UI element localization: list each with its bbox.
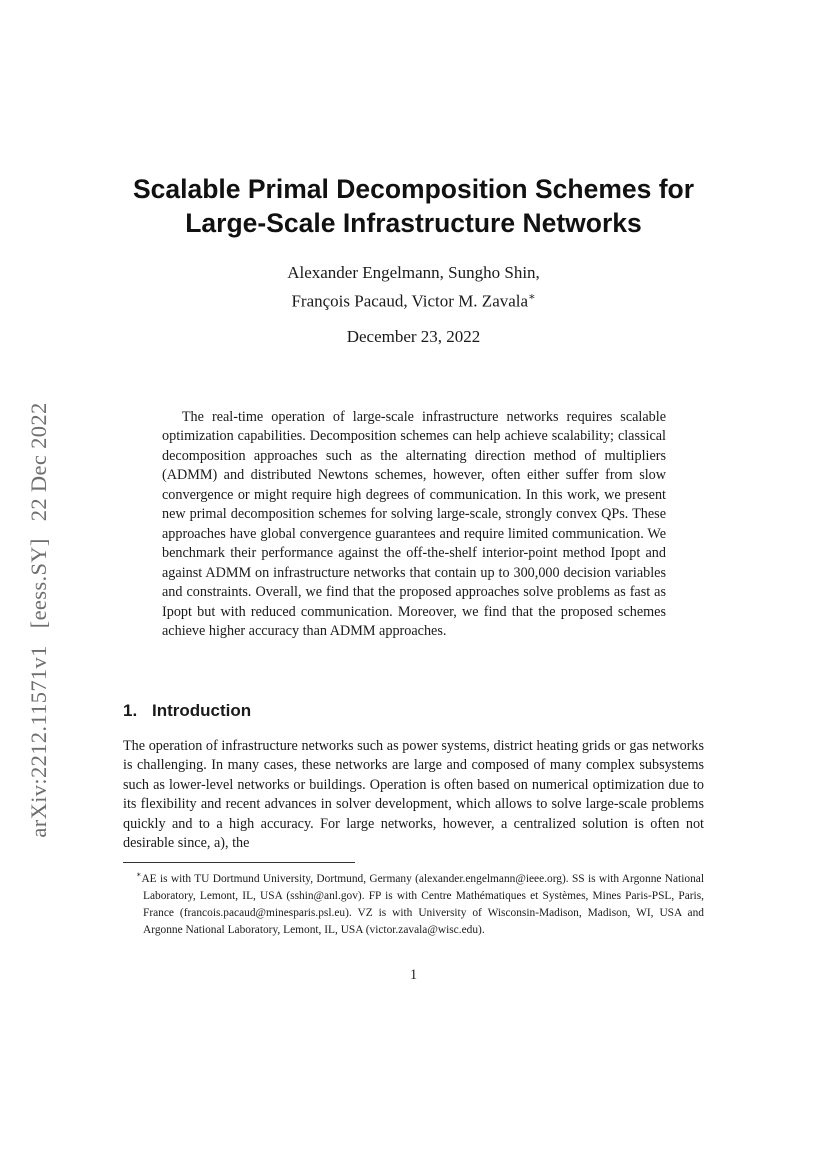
section-heading <box>123 700 251 722</box>
author-footnote-mark: ∗ <box>528 291 536 303</box>
arxiv-identifier: arXiv:2212.11571v1 <box>26 645 51 838</box>
footnote-text: AE is with TU Dortmund University, Dortmund, Germany (alexander.engelmann@ieee.org). SS is with Argonne National Laboratory, Lemont, IL, USA (sshin@anl.gov). FP is with Centre Mathématiques et Systèmes, Mines Paris-PSL, Paris, France (francois.pacaud@minesparis.psl.eu). VZ is with University of Wisconsin-Madison, Madison, WI, USA and Argonne National Laboratory, Lemont, IL, USA (victor.zavala@wisc.edu). <box>141 872 704 937</box>
paper-title <box>100 172 727 240</box>
authors-line-1: Alexander Engelmann, Sungho Shin, <box>287 263 540 282</box>
footnote-mark: ∗ <box>136 870 142 879</box>
title-line-1: Scalable Primal Decomposition Schemes for <box>132 174 695 204</box>
section-number: 1. <box>123 701 138 720</box>
page-number: 1 <box>409 967 418 983</box>
footnote-divider <box>123 862 355 863</box>
arxiv-sidebar-stamp <box>24 352 54 888</box>
title-line-2: Large-Scale Infrastructure Networks <box>185 208 642 238</box>
arxiv-category: [eess.SY] <box>26 538 51 629</box>
arxiv-stamp-text <box>26 402 52 837</box>
section-title: Introduction <box>152 701 252 720</box>
footnote <box>123 866 704 940</box>
author-list <box>140 261 687 314</box>
intro-paragraph: The operation of infrastructure networks such as power systems, district heating grids or gas networks is challenging. In many cases, these networks are large and composed of many complex subsystems such as lower-level networks or buildings. Operation is often based on numerical optimization due to its flexibility and recent advances in solver development, which allows to solve large-scale problems quickly and to a high accuracy. For large networks, however, a centralized solution is often not desirable since, a), the <box>123 738 704 852</box>
abstract-text: The real-time operation of large-scale infrastructure networks requires scalable optimization capabilities. Decomposition schemes can help achieve scalability; classical decomposition approaches such as the alternating direction method of multipliers (ADMM) and distributed Newtons schemes, however, often either suffer from slow convergence or might require high degrees of communication. In this work, we present new primal decomposition schemes for solving large-scale, strongly convex QPs. These approaches have global convergence guarantees and require limited communication. We benchmark their performance against the off-the-shelf interior-point method Ipopt and against ADMM on infrastructure networks that contain up to 300,000 decision variables and constraints. Overall, we find that the proposed approaches solve problems as fast as Ipopt but with reduced communication. Moreover, we find that the proposed schemes achieve higher accuracy than ADMM approaches. <box>162 409 666 639</box>
arxiv-date: 22 Dec 2022 <box>26 402 51 522</box>
paper-date: December 23, 2022 <box>346 327 481 346</box>
authors-line-2: François Pacaud, Victor M. Zavala <box>291 291 529 311</box>
